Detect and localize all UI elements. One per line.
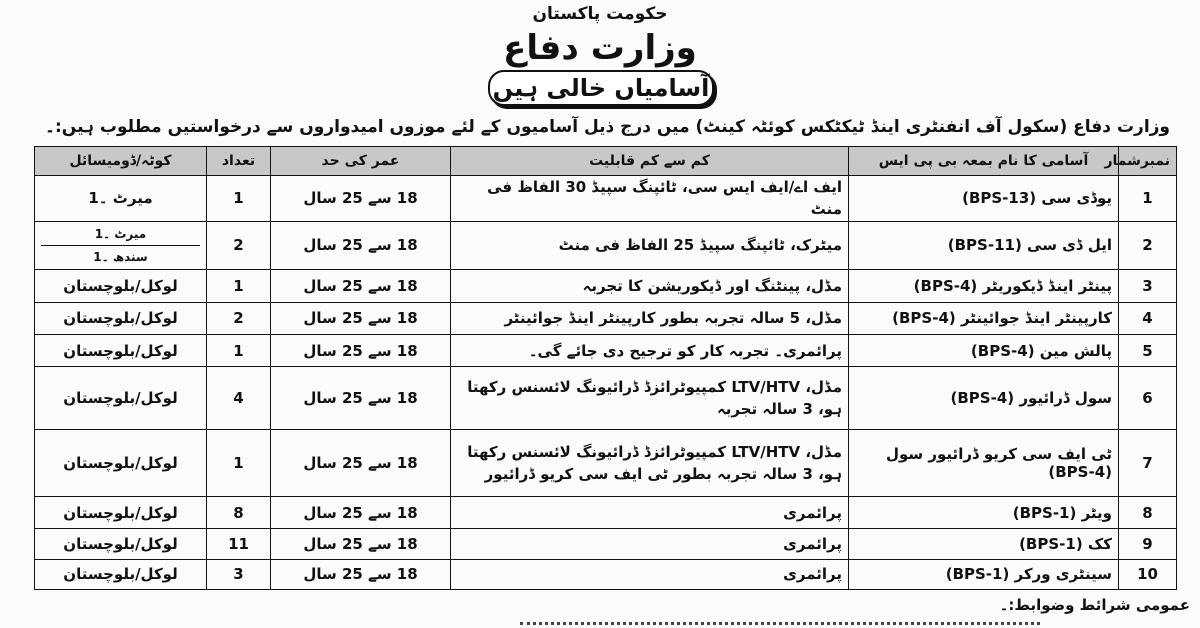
row-qualification: پرائمری [451,529,849,559]
row-sno: 1 [1119,176,1177,222]
row-sno: 7 [1119,430,1177,497]
header-qualification: کم سے کم قابلیت [451,147,849,176]
row-sno: 2 [1119,221,1177,270]
table-row [35,176,1177,222]
row-qualification: مڈل، LTV/HTV کمپیوٹرائزڈ ڈرائیونگ لائسنس رکھتا ہو، 3 سالہ تجربہ [451,367,849,430]
row-age-limit: 18 سے 25 سال [271,270,451,302]
row-count: 4 [207,367,271,430]
row-qualification: مڈل، 5 سالہ تجربہ بطور کارپینٹر اینڈ جوائینٹر [451,302,849,334]
row-post-name: یوڈی سی (BPS-13) [849,176,1119,222]
table-row [35,496,1177,528]
row-sno: 3 [1119,270,1177,302]
row-count: 1 [207,270,271,302]
row-quota: لوکل/بلوچستان [35,529,207,559]
row-post-name: سینٹری ورکر (BPS-1) [849,559,1119,589]
table-row [35,430,1177,497]
row-age-limit: 18 سے 25 سال [271,334,451,366]
row-post-name: ٹی ایف سی کریو ڈرائیور سول (BPS-4) [849,430,1119,497]
row-post-name: ایل ڈی سی (BPS-11) [849,221,1119,270]
row-post-name: کک (BPS-1) [849,529,1119,559]
row-count: 1 [207,176,271,222]
table-row [35,334,1177,366]
row-count: 11 [207,529,271,559]
row-age-limit: 18 سے 25 سال [271,221,451,270]
intro-text: وزارت دفاع (سکول آف انفنٹری اینڈ ٹیکٹکس کوئٹہ کینٹ) میں درج ذیل آسامیوں کے لئے موزوں امیدواروں سے درخواستیں مطلوب ہیں:۔ [45,117,1170,137]
row-post-name: پینٹر اینڈ ڈیکوریٹر (BPS-4) [849,270,1119,302]
row-sno: 10 [1119,559,1177,589]
row-post-name: کارپینٹر اینڈ جوائینٹر (BPS-4) [849,302,1119,334]
government-title: حکومت پاکستان [532,4,668,24]
row-post-name: ویٹر (BPS-1) [849,496,1119,528]
row-sno: 9 [1119,529,1177,559]
table-row [35,367,1177,430]
row-qualification: پرائمری [451,559,849,589]
quota-entry: سندھ ۔1 [41,245,200,269]
row-age-limit: 18 سے 25 سال [271,367,451,430]
row-qualification: پرائمری [451,496,849,528]
table-row [35,221,1177,270]
row-sno: 8 [1119,496,1177,528]
row-post-name: سول ڈرائیور (BPS-4) [849,367,1119,430]
row-sno: 6 [1119,367,1177,430]
row-count: 8 [207,496,271,528]
row-quota: لوکل/بلوچستان [35,302,207,334]
row-count: 1 [207,334,271,366]
row-quota: لوکل/بلوچستان [35,559,207,589]
row-quota: لوکل/بلوچستان [35,367,207,430]
row-qualification: ایف اے/ایف ایس سی، ٹائپنگ سپیڈ 30 الفاظ فی منٹ [451,176,849,222]
row-count: 3 [207,559,271,589]
ministry-title: وزارت دفاع [503,28,697,68]
row-sno: 4 [1119,302,1177,334]
row-count: 2 [207,221,271,270]
row-quota [35,221,207,270]
row-age-limit: 18 سے 25 سال [271,430,451,497]
row-qualification: پرائمری۔ تجربہ کار کو ترجیح دی جائے گی۔ [451,334,849,366]
row-quota: لوکل/بلوچستان [35,496,207,528]
table-row [35,270,1177,302]
row-qualification: میٹرک، ٹائپنگ سپیڈ 25 الفاظ فی منٹ [451,221,849,270]
table-header-row [35,147,1177,176]
row-age-limit: 18 سے 25 سال [271,496,451,528]
vacancies-banner: آسامیاں خالی ہیں [488,70,714,106]
cut-off-text-line [0,616,1200,628]
row-qualification: مڈل، LTV/HTV کمپیوٹرائزڈ ڈرائیونگ لائسنس رکھتا ہو، 3 سالہ تجربہ بطور ٹی ایف سی کریو ڈرائیور [451,430,849,497]
vacancies-table [34,146,1177,590]
row-quota: لوکل/بلوچستان [35,270,207,302]
row-age-limit: 18 سے 25 سال [271,529,451,559]
row-quota: میرٹ ۔1 [35,176,207,222]
header-age-limit: عمر کی حد [271,147,451,176]
header-quota: کوٹہ/ڈومیسائل [35,147,207,176]
table-row [35,302,1177,334]
row-count: 1 [207,430,271,497]
header-post-name: آسامی کا نام بمعہ بی پی ایس [849,147,1119,176]
quota-entry: میرٹ ۔1 [94,226,147,241]
row-quota: لوکل/بلوچستان [35,334,207,366]
row-age-limit: 18 سے 25 سال [271,559,451,589]
row-count: 2 [207,302,271,334]
row-post-name: پالش مین (BPS-4) [849,334,1119,366]
general-conditions-heading: عمومی شرائط وضوابط:۔ [999,596,1190,614]
table-row [35,529,1177,559]
header-count: تعداد [207,147,271,176]
row-quota: لوکل/بلوچستان [35,430,207,497]
row-age-limit: 18 سے 25 سال [271,302,451,334]
row-age-limit: 18 سے 25 سال [271,176,451,222]
row-qualification: مڈل، پینٹنگ اور ڈیکوریشن کا تجربہ [451,270,849,302]
row-sno: 5 [1119,334,1177,366]
header-sno: نمبرشمار [1119,147,1177,176]
table-row [35,559,1177,589]
